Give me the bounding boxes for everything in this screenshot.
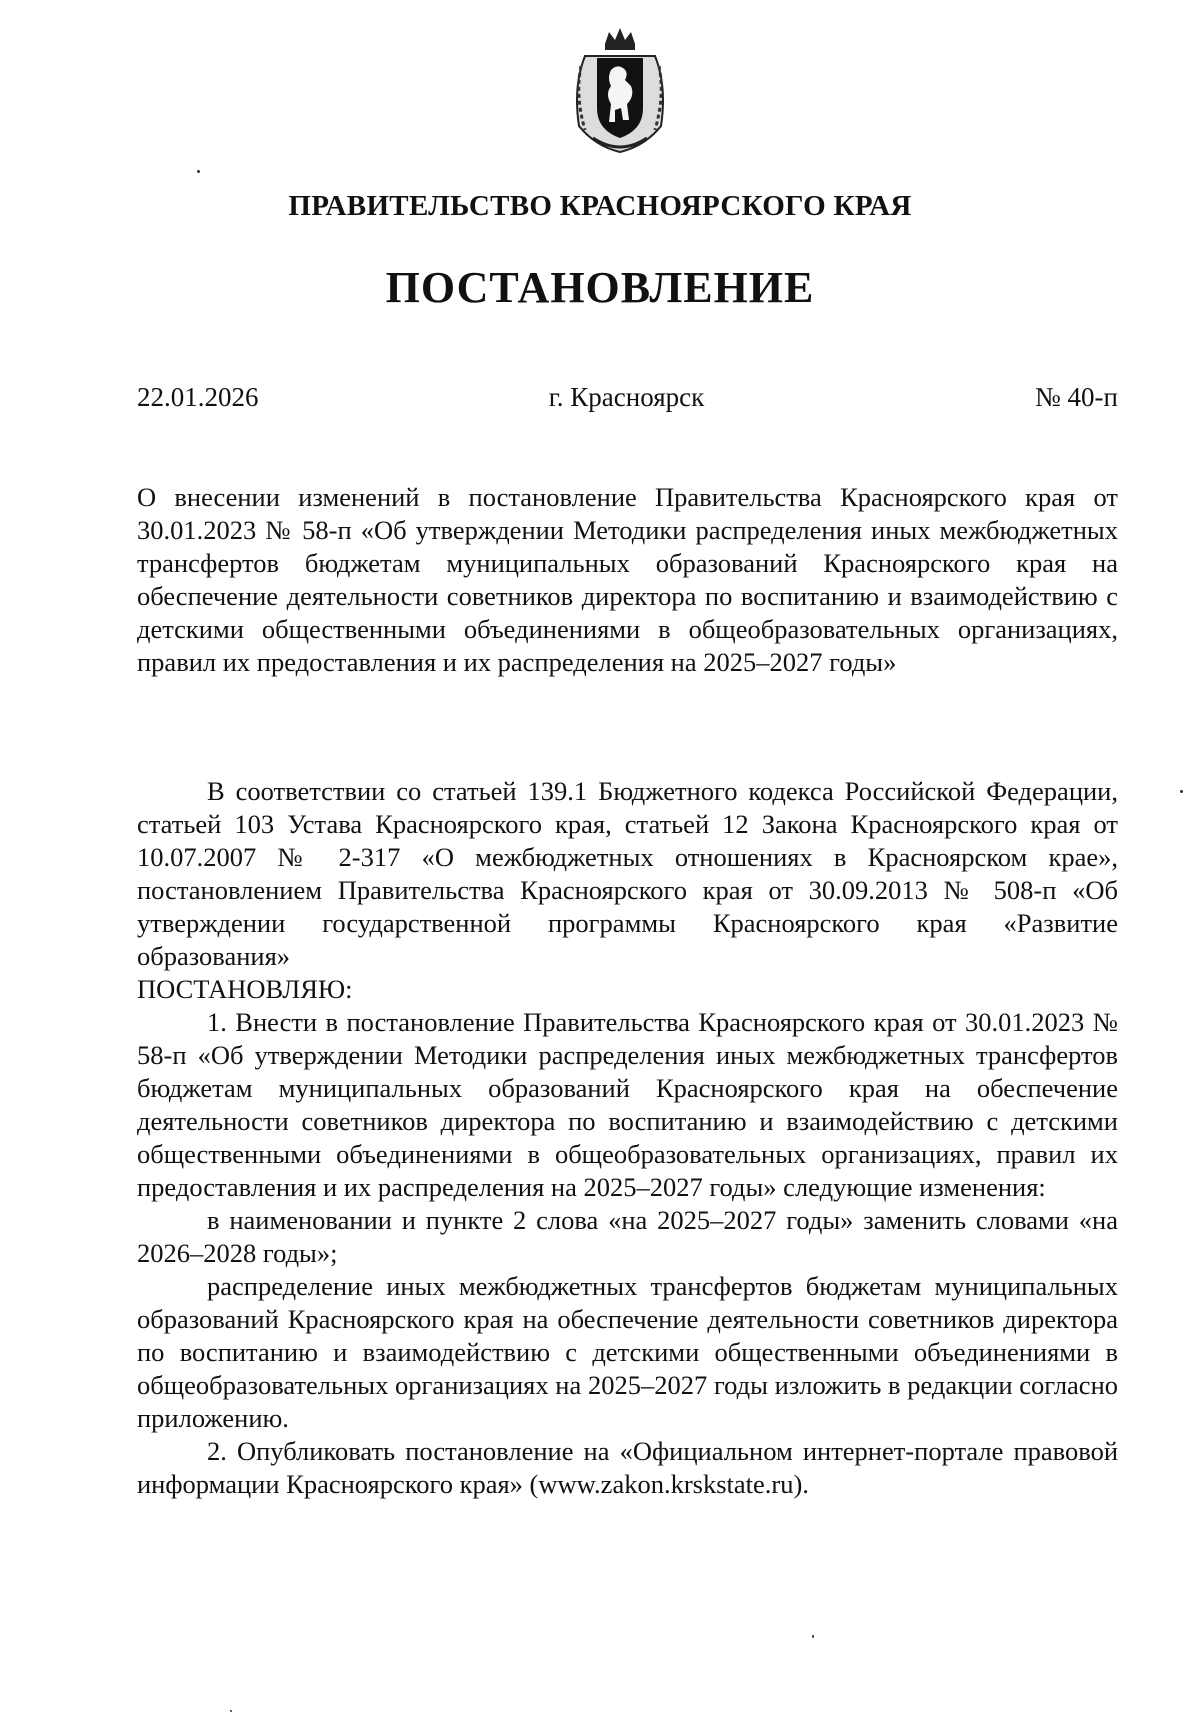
- document-body: [137, 775, 1118, 1501]
- scan-speck: [230, 1710, 232, 1712]
- document-type: ПОСТАНОВЛЕНИЕ: [385, 263, 815, 312]
- scan-speck: [1180, 790, 1183, 793]
- item-1-change-b: распределение иных межбюджетных трансфертов бюджетам муниципальных образований Красноярского края на обеспечение деятельности советников директора по воспитанию и взаимодействию с детскими общественными объединениями в общеобразовательных организациях на 2025–2027 годы изложить в редакции согласно приложению.: [137, 1271, 1118, 1433]
- document-date: 22.01.2026: [137, 382, 259, 412]
- scan-speck: [197, 170, 200, 173]
- scan-speck: [812, 1635, 814, 1638]
- document-title-text: О внесении изменений в постановление Правительства Красноярского края от 30.01.2023 № 58-п «Об утверждении Методики распределения иных межбюджетных трансфертов бюджетам муниципальных образований Красноярского края на обеспечение деятельности советников директора по воспитанию и взаимодействию с детскими общественными объединениями в общеобразовательных организациях, правил их предоставления и их распределения на 2025–2027 годы»: [137, 482, 1118, 677]
- item-2-paragraph: 2. Опубликовать постановление на «Официальном интернет-портале правовой информации Красноярского края» (www.zakon.krskstate.ru).: [137, 1436, 1118, 1499]
- item-1-change-a: в наименовании и пункте 2 слова «на 2025–2027 годы» заменить словами «на 2026–2028 годы»;: [137, 1205, 1118, 1268]
- preamble-paragraph: В соответствии со статьей 139.1 Бюджетного кодекса Российской Федерации, статьей 103 Устава Красноярского края, статьей 12 Закона Красноярского края от 10.07.2007 № 2-317 «О межбюджетных отношениях в Красноярском крае», постановлением Правительства Красноярского края от 30.09.2013 № 508-п «Об утверждении государственной программы Красноярского края «Развитие образования»: [137, 776, 1118, 971]
- coat-of-arms-icon: [565, 26, 675, 156]
- document-city: г. Красноярск: [548, 382, 705, 412]
- document-number: № 40-п: [1035, 382, 1118, 412]
- item-1-paragraph: 1. Внести в постановление Правительства Красноярского края от 30.01.2023 № 58-п «Об утверждении Методики распределения иных межбюджетных трансфертов бюджетам муниципальных образований Красноярского края на обеспечение деятельности советников директора по воспитанию и взаимодействию с детскими общественными объединениями в общеобразовательных организациях, правил их предоставления и их распределения на 2025–2027 годы» следующие изменения:: [137, 1007, 1118, 1202]
- resolve-word: ПОСТАНОВЛЯЮ:: [137, 974, 353, 1004]
- document-title: [137, 481, 1118, 679]
- organization-name: ПРАВИТЕЛЬСТВО КРАСНОЯРСКОГО КРАЯ: [288, 190, 912, 222]
